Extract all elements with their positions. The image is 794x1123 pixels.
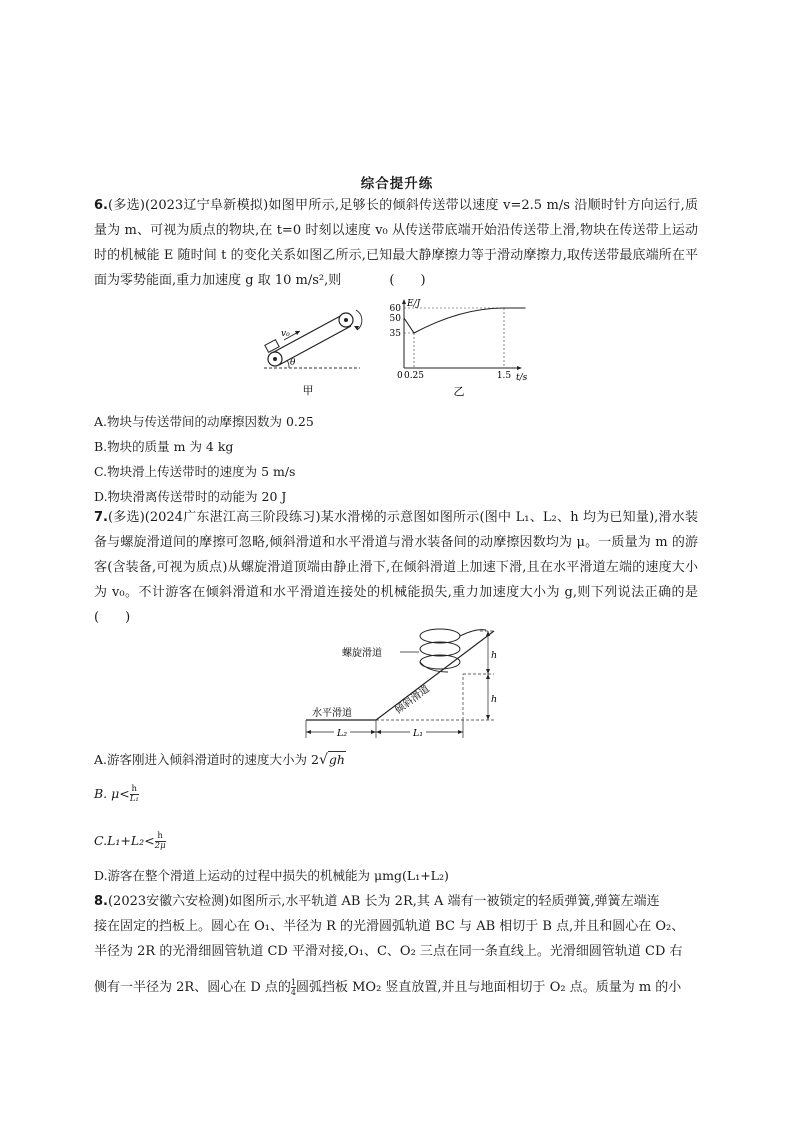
question-8-line-2: 接在固定的挡板上。圆心在 O₁、半径为 R 的光滑圆弧轨道 BC 与 AB 相切于 B 点,并且和圆心在 O₂、 [94,919,685,934]
origin-label: 0 [397,371,403,381]
q7-option-b-num: h [131,784,137,794]
h-label-lower: h [491,694,498,705]
q7-option-b [94,785,139,804]
question-8-number: 8. [94,894,108,909]
q7-option-d: D.游客在整个滑道上运动的过程中损失的机械能为 μmg(L₁+L₂) [94,868,449,883]
v0-label: v₀ [281,329,290,339]
question-8-line-4a: 侧有一半径为 2R、圆心在 D 点的 [94,980,291,995]
question-7-stem: (多选)(2024广东湛江高三阶段练习)某水滑梯的示意图如图所示(图中 L₁、L₂、h 均为已知量),滑水装备与螺旋滑道间的摩擦可忽略,倾斜滑道和水平滑道与滑水装备间的动摩擦因数均为 μ。一质量为 m 的游客(含装备,可视为质点)从螺旋滑道顶端由静止滑下,在倾斜滑道上加速下滑,且在水平滑道左端的速度大小为 v₀。不计游客在倾斜滑道和水平滑道连接处的机械能损失,重力加速度大小为 g,则下列说法正确的是( ) [94,510,698,625]
theta-label: θ [290,358,296,368]
energy-curve [404,308,526,333]
question-8-line-1: (2023安徽六安检测)如图所示,水平轨道 AB 长为 2R,其 A 端有一被锁定的轻质弹簧,弹簧左端连 [107,894,660,909]
y-tick-50: 50 [389,314,401,324]
q7-option-a-text: A.游客刚进入倾斜滑道时的速度大小为 2 [94,752,319,767]
figure-jia-caption: 甲 [302,384,314,397]
L2-label: L₂ [336,728,348,739]
question-6-number: 6. [94,198,108,213]
q7-option-a: A.游客刚进入倾斜滑道时的速度大小为 2√gh [94,752,345,768]
x-axis-label: t/s [516,373,528,383]
q7-option-a-sqrt: gh [328,752,345,767]
question-8-line-4 [94,975,698,1000]
x-tick-0.25: 0.25 [403,371,425,381]
quarter-den: 4 [290,988,296,997]
incline-slide-label: 倾斜滑道 [393,683,432,717]
section-title: 综合提升练 [360,176,434,192]
figure-jia-conveyor [256,300,366,400]
q7-option-b-prefix: B. μ< [94,786,130,801]
y-tick-35: 35 [389,329,401,339]
graph-ticks [390,304,512,381]
quarter-num: 1 [290,978,296,987]
figure-water-slide [298,626,504,742]
horizontal-slide-label: 水平滑道 [312,708,352,719]
q6-option-a: A.物块与传送带间的动摩擦因数为 0.25 [94,414,314,429]
y-tick-60: 60 [389,304,401,314]
question-7-text [94,505,698,630]
question-6-text [94,193,698,293]
q6-option-d: D.物块滑离传送带时的动能为 20 J [94,489,287,504]
question-6-blank: ( ) [389,273,426,288]
x-tick-1.5: 1.5 [496,371,512,381]
q6-option-c: C.物块滑上传送带时的速度为 5 m/s [94,464,296,479]
q7-option-c [94,832,166,851]
spiral-slide-label: 螺旋滑道 [342,648,382,659]
graph-guides [404,308,504,368]
figure-yi-energy-graph [372,292,542,402]
q7-option-c-num: h [157,831,163,841]
q7-option-b-den: L₁ [129,794,139,804]
question-7-number: 7. [94,510,108,525]
q6-option-b: B.物块的质量 m 为 4 kg [94,439,234,454]
h-label-upper: h [491,650,498,661]
y-axis-label: E/J [407,299,421,309]
L1-label: L₁ [412,728,424,739]
question-8-line-4b: 圆弧挡板 MO₂ 竖直放置,并且与地面相切于 O₂ 点。质量为 m 的小 [295,980,682,995]
question-8-line-3: 半径为 2R 的光滑细圆管轨道 CD 平滑对接,O₁、C、O₂ 三点在同一条直线上。光滑细圆管轨道 CD 右 [94,944,683,959]
q7-option-c-prefix: C.L₁+L₂< [94,833,155,848]
figure-yi-caption: 乙 [453,385,465,398]
question-6-stem: (多选)(2023辽宁阜新模拟)如图甲所示,足够长的倾斜传送带以速度 v=2.5 m/s 沿顺时针方向运行,质量为 m、可视为质点的物块,在 t=0 时刻以速度 v₀ 从传送带底端开始沿传送带上滑,物块在传送带上运动时的机械能 E 随时间 t 的变化关系如图乙所示,已知最大静摩擦力等于滑动摩擦力,取传送带最底端所在平面为零势能面,重力加速度 g 取 10 m/s²,则 [94,198,698,288]
question-8-text [94,889,698,964]
q7-option-c-den: 2μ [154,841,166,851]
